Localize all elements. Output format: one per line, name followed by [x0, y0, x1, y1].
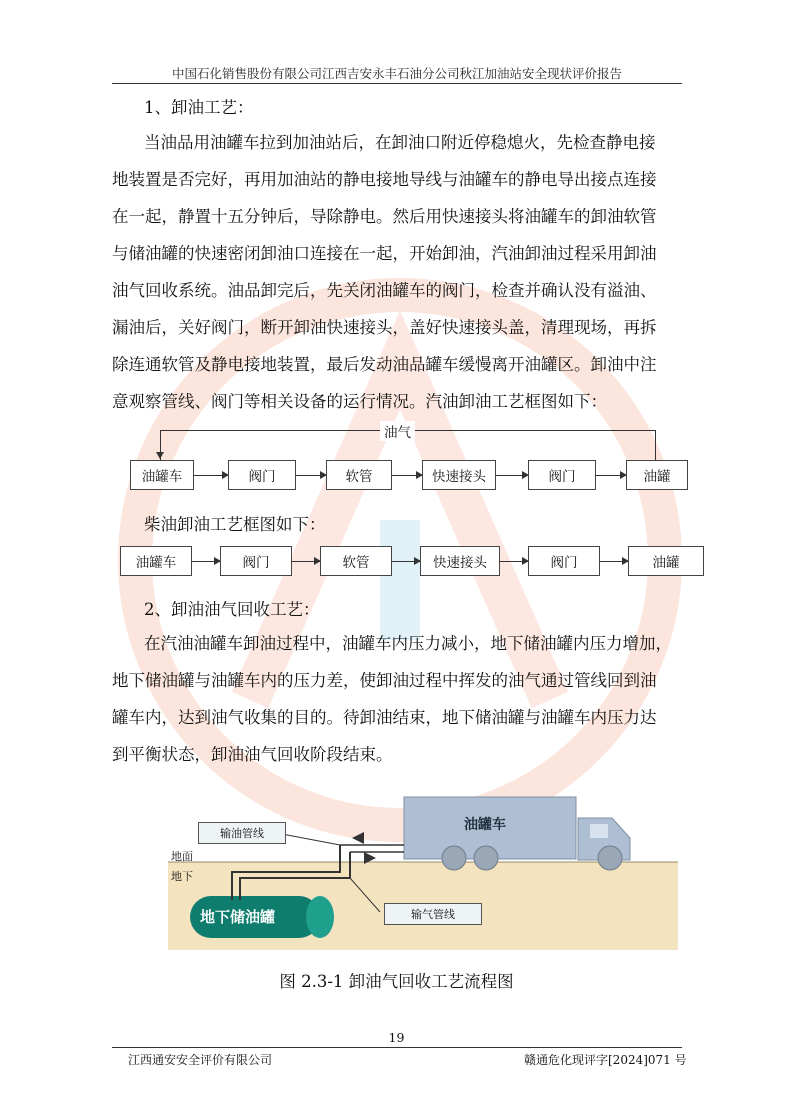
- section1-heading: 1、卸油工艺：: [144, 98, 254, 117]
- para-line: 油气回收系统。油品卸完后，先关闭油罐车的阀门，检查并确认没有溢油、: [112, 281, 657, 300]
- para-line: 在汽油油罐车卸油过程中，油罐车内压力减小，地下储油罐内压力增加，: [144, 634, 672, 653]
- para-line: 地下储油罐与油罐车内的压力差，使卸油过程中挥发的油气通过管线回到油: [112, 671, 657, 690]
- flow-step-tanker: 油罐车: [120, 546, 192, 576]
- para-line: 当油品用油罐车拉到加油站后，在卸油口附近停稳熄火，先检查静电接: [144, 133, 656, 152]
- para-line: 意观察管线、阀门等相关设备的运行情况。汽油卸油工艺框图如下：: [112, 392, 607, 411]
- tanker-truck-icon: [404, 797, 630, 870]
- page-header: 中国石化销售股份有限公司江西吉安永丰石油分公司秋江加油站安全现状评价报告: [171, 66, 622, 81]
- section2-heading: 2、卸油油气回收工艺：: [144, 600, 320, 619]
- diesel-intro: 柴油卸油工艺框图如下：: [144, 515, 326, 534]
- para-line: 漏油后，关好阀门，断开卸油快速接头，盖好快速接头盖，清理现场，再拆: [112, 318, 657, 337]
- footer-divider: [112, 1047, 682, 1048]
- flow-step-tank: 油罐: [628, 546, 704, 576]
- para-line: 到平衡状态，卸油油气回收阶段结束。: [112, 745, 393, 764]
- footer-doc-number: 赣通危化现评字[2024]071 号: [524, 1053, 687, 1067]
- flow-step-hose: 软管: [320, 546, 392, 576]
- return-label: 油气: [380, 421, 415, 441]
- oil-pipe-label: 输油管线: [198, 822, 286, 844]
- flow-step-valve: 阀门: [220, 546, 292, 576]
- truck-label: 油罐车: [464, 817, 506, 833]
- para-line: 在一起，静置十五分钟后，导除静电。然后用快速接头将油罐车的卸油软管: [112, 207, 657, 226]
- para-line: 罐车内，达到油气收集的目的。待卸油结束，地下储油罐与油罐车内压力达: [112, 708, 657, 727]
- flow-step-valve: 阀门: [528, 546, 600, 576]
- flow-step-tank: 油罐: [626, 460, 688, 490]
- para-line: 除连通软管及静电接地装置，最后发动油品罐车缓慢离开油罐区。卸油中注: [112, 355, 657, 374]
- tank-label: 地下储油罐: [200, 908, 276, 926]
- flow-step-quick-coupler: 快速接头: [420, 546, 500, 576]
- flow-step-valve: 阀门: [528, 460, 596, 490]
- flow-step-hose: 软管: [326, 460, 392, 490]
- page-number: 19: [388, 1030, 405, 1045]
- figure-caption: 图 2.3-1 卸油气回收工艺流程图: [279, 972, 514, 991]
- para-line: 地装置是否完好，再用加油站的静电接地导线与油罐车的静电导出接点连接: [112, 170, 657, 189]
- flow-step-quick-coupler: 快速接头: [422, 460, 496, 490]
- vapor-pipe-label: 输气管线: [384, 903, 482, 925]
- para-line: 与储油罐的快速密闭卸油口连接在一起，开始卸油，汽油卸油过程采用卸油: [112, 244, 657, 263]
- flow-step-valve: 阀门: [228, 460, 296, 490]
- ground-label: 地面: [171, 850, 193, 863]
- footer-company: 江西通安安全评价有限公司: [128, 1053, 273, 1067]
- flow-step-tanker: 油罐车: [130, 460, 194, 490]
- underground-label: 地下: [171, 870, 193, 883]
